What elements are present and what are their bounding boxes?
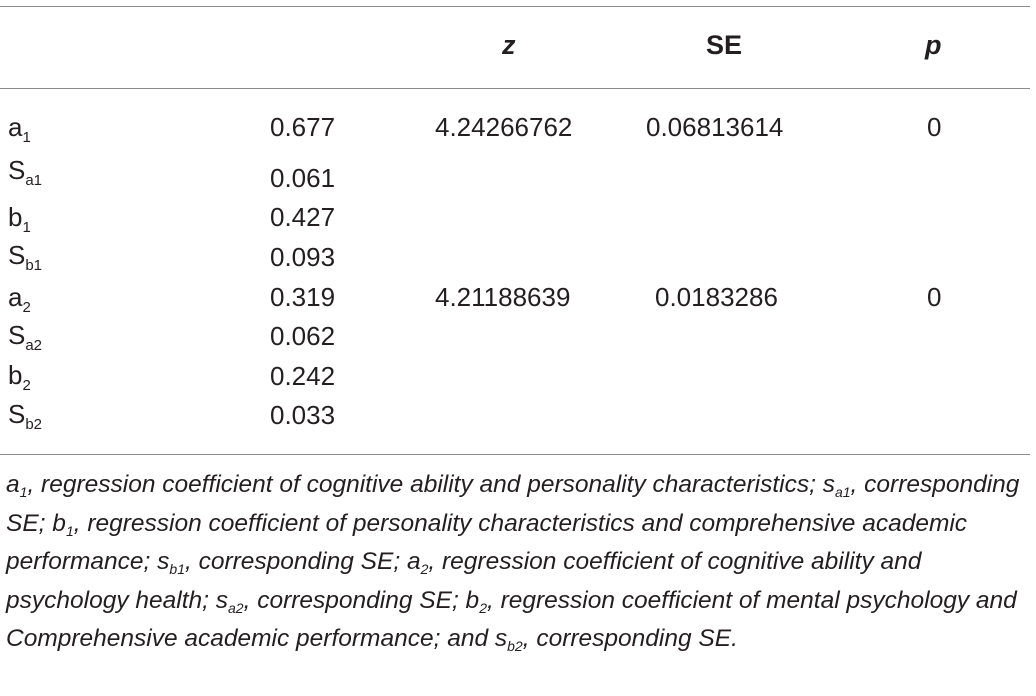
row-p: 0: [927, 282, 942, 312]
row-se: 0.0183286: [655, 282, 778, 312]
row-label: $b_1$: [8, 202, 31, 236]
header-se: SE: [706, 30, 743, 60]
header-rule: [0, 88, 1030, 89]
header-p: p: [925, 30, 942, 60]
row-value: 0.242: [270, 361, 336, 391]
row-se: 0.06813614: [646, 112, 784, 142]
row-label: $a_2$: [8, 282, 31, 316]
row-value: 0.319: [270, 282, 336, 312]
row-label: $b_2$: [8, 360, 31, 394]
row-label: $S_{a1}$: [8, 155, 43, 189]
row-label: $S_{b1}$: [8, 240, 43, 274]
row-label: $S_{a2}$: [8, 320, 43, 354]
row-value: 0.033: [270, 400, 336, 430]
table-bottom-rule: [0, 454, 1030, 455]
row-value: 0.062: [270, 321, 336, 351]
row-value: 0.061: [270, 163, 336, 193]
header-z: z: [502, 30, 516, 60]
row-value: 0.677: [270, 112, 336, 142]
row-p: 0: [927, 112, 942, 142]
row-z: 4.24266762: [435, 112, 573, 142]
row-z: 4.21188639: [435, 282, 571, 312]
row-value: 0.093: [270, 242, 336, 272]
row-value: 0.427: [270, 202, 336, 232]
table-footnote: $a_1$, regression coefficient of cognitive ability and personality characteristics; $s_{a1}$, corresponding SE; $b_1$, regression coefficient of personality characteristics and comprehensive academic performance; $s_{b1}$, corresponding SE; $a_2$, regression coefficient of cognitive ability and psychology health; $s_{a2}$, corresponding SE; $b_2$, regression coefficient of mental psychology and Comprehensive academic performance; and $s_{b2}$, corresponding SE.: [6, 471, 1020, 655]
row-label: $a_1$: [8, 112, 31, 146]
row-label: $S_{b2}$: [8, 399, 43, 433]
table-top-rule: [0, 6, 1030, 7]
